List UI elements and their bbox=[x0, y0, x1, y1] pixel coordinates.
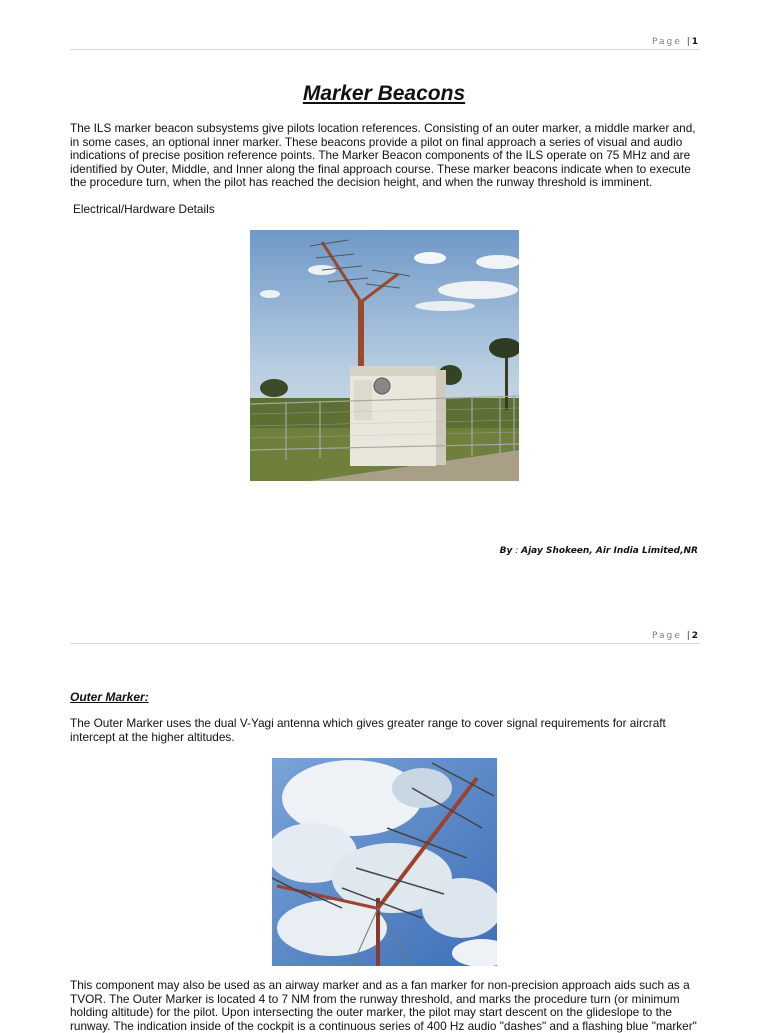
page-number bbox=[652, 631, 698, 641]
page-header bbox=[70, 29, 700, 50]
page-label: Page bbox=[652, 631, 682, 641]
page-number-value: 1 bbox=[691, 37, 698, 47]
page-separator: | bbox=[686, 631, 690, 641]
page-header bbox=[70, 623, 700, 644]
outer-marker-paragraph: The Outer Marker uses the dual V-Yagi antenna which gives greater range to cover signal requirements for aircraft intercept at the higher altitudes. bbox=[70, 716, 666, 744]
page-title: Marker Beacons bbox=[302, 82, 466, 105]
page-label: Page bbox=[652, 37, 682, 47]
v-yagi-antenna-photo bbox=[272, 758, 497, 966]
section-title: Outer Marker: bbox=[70, 690, 149, 704]
byline-author: Ajay Shokeen, Air India Limited,NR bbox=[521, 546, 698, 556]
marker-beacon-station-photo bbox=[250, 230, 519, 481]
author-byline bbox=[500, 546, 698, 556]
intro-paragraph: The ILS marker beacon subsystems give pilots location references. Consisting of an outer marker, a middle marker and, in some cases, an optional inner marker. These beacons provide a pilot on final approach a series of visual and audio indications of precise position reference points. The Marker Beacon components of the ILS operate on 75 MHz and are identified by Outer, Middle, and Inner along the final approach course. These marker beacons indicate when to execute the procedure turn, when the pilot has reached the decision height, and when the runway threshold is imminent. bbox=[70, 121, 696, 190]
page-number-value: 2 bbox=[691, 631, 698, 641]
outer-marker-detail-paragraph: This component may also be used as an airway marker and as a fan marker for non-precision approach aids such as a TVOR. The Outer Marker is located 4 to 7 NM from the runway threshold, and marks the procedure turn (or minimum holding altitude) for the pilot. Upon intersecting the outer marker, the pilot may start descent on the glideslope to the runway. The indication inside of the cockpit is a continuous series of 400 Hz audio "dashes" and a flashing blue "marker" bbox=[70, 978, 697, 1033]
byline-prefix: By bbox=[499, 546, 513, 556]
subheading: Electrical/Hardware Details bbox=[73, 202, 215, 216]
page-separator: | bbox=[686, 37, 690, 47]
byline-separator: : bbox=[512, 546, 522, 556]
page-number bbox=[652, 37, 698, 47]
